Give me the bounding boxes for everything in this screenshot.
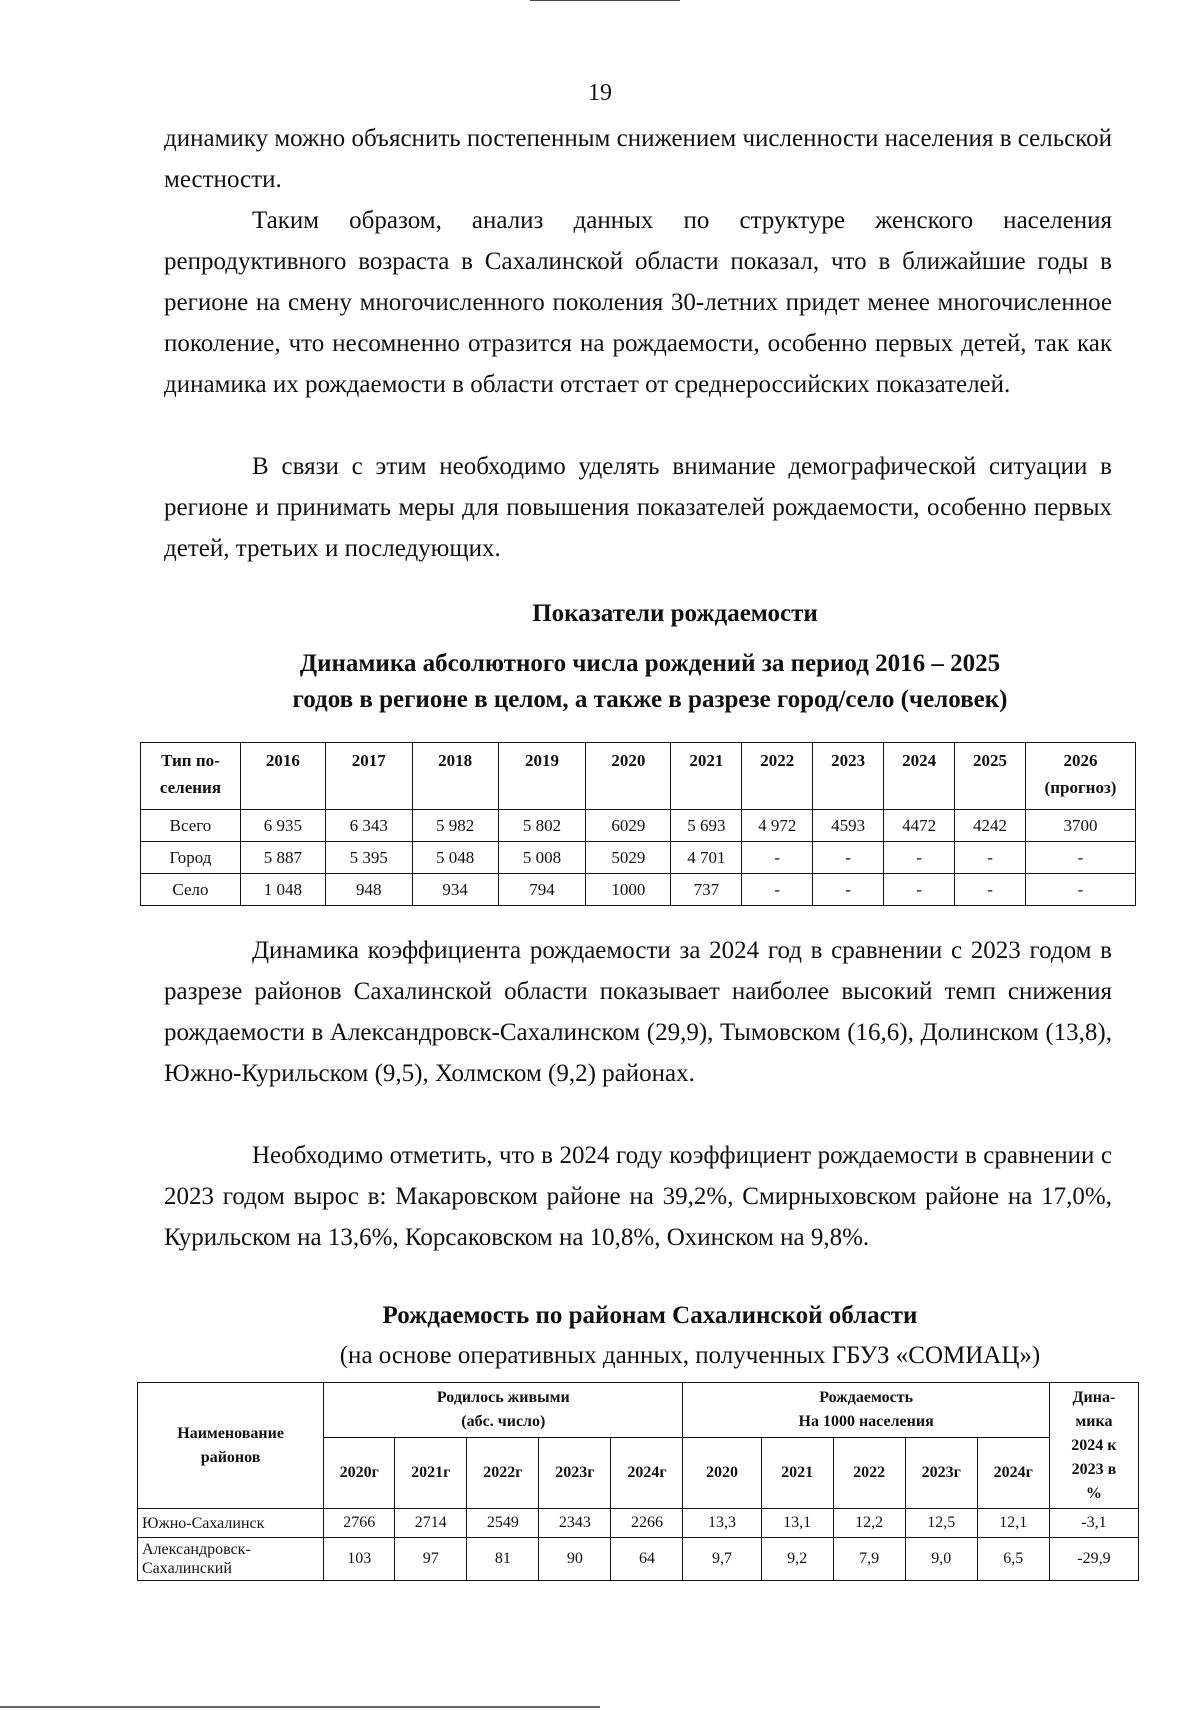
table-cell: 6,5 [977, 1538, 1049, 1581]
year-header: 2020 [683, 1438, 761, 1509]
year-header: 2021 [761, 1438, 833, 1509]
row-label: Село [141, 874, 241, 906]
table-cell: 2343 [539, 1509, 611, 1538]
table-cell: - [1025, 842, 1135, 874]
table-cell: 1 048 [240, 874, 325, 906]
type-header: Тип по- селения [141, 743, 241, 810]
table-cell: 6 343 [325, 810, 412, 842]
table-row [141, 842, 1136, 874]
table-cell: 5 802 [498, 810, 586, 842]
district-name: Александровск- Сахалинский [138, 1538, 324, 1581]
table-cell: - [955, 842, 1026, 874]
table-cell: 13,3 [683, 1509, 761, 1538]
table-cell: 2266 [611, 1509, 683, 1538]
table-cell: -3,1 [1049, 1509, 1138, 1538]
row-label: Всего [141, 810, 241, 842]
table-cell: 9,2 [761, 1538, 833, 1581]
scan-artifact-top [530, 0, 680, 1]
table-cell: 5029 [586, 842, 671, 874]
table-row [138, 1538, 1139, 1581]
table-cell: 4 701 [671, 842, 742, 874]
year-header: 2022г [467, 1438, 539, 1509]
table-cell: - [1025, 874, 1135, 906]
table-row [138, 1509, 1139, 1538]
table-cell: 5 048 [412, 842, 498, 874]
table-cell: 12,5 [905, 1509, 977, 1538]
table-cell: - [884, 842, 955, 874]
dynamics-header: Дина- мика 2024 к 2023 в % [1049, 1383, 1138, 1509]
year-header: 2021г [395, 1438, 467, 1509]
year-header: 2017 [325, 743, 412, 810]
table-cell: -29,9 [1049, 1538, 1138, 1581]
paragraph-1 [164, 118, 1112, 200]
paragraph-4 [164, 930, 1112, 1094]
year-header: 2022 [742, 743, 813, 810]
year-header: 2018 [412, 743, 498, 810]
year-header: 2016 [240, 743, 325, 810]
births-table-title [150, 646, 1150, 718]
forecast-header: 2026 (прогноз) [1025, 743, 1135, 810]
table-cell: 5 887 [240, 842, 325, 874]
born-alive-header: Родилось живыми (абс. число) [324, 1383, 683, 1438]
paragraph-3-text: В связи с этим необходимо уделять внимание демографической ситуации в регионе и принимать меры для повышения показателей рождаемости, особенно первых детей, третьих и последующих. [164, 453, 1112, 562]
birth-rate-header: Рождаемость На 1000 населения [683, 1383, 1049, 1438]
table-cell: 4242 [955, 810, 1026, 842]
table-row [141, 874, 1136, 906]
paragraph-1-text: динамику можно объяснить постепенным снижением численности населения в сельской местности. [164, 125, 1112, 193]
table-cell: 12,2 [833, 1509, 905, 1538]
table-cell: 103 [324, 1538, 395, 1581]
table-cell: - [955, 874, 1026, 906]
table-cell: 5 008 [498, 842, 586, 874]
page-number: 19 [588, 80, 612, 106]
table-cell: 6029 [586, 810, 671, 842]
year-header: 2024г [611, 1438, 683, 1509]
table-row [141, 810, 1136, 842]
table-cell: 794 [498, 874, 586, 906]
table-cell: - [742, 842, 813, 874]
district-name-header: Наименование районов [138, 1383, 324, 1509]
table-cell: 4593 [813, 810, 884, 842]
table-cell: 5 395 [325, 842, 412, 874]
table-cell: - [884, 874, 955, 906]
births-title-line1: Динамика абсолютного числа рождений за период 2016 – 2025 [299, 650, 1001, 677]
table-cell: 5 693 [671, 810, 742, 842]
table-cell: 9,0 [905, 1538, 977, 1581]
district-header-row-1 [138, 1383, 1139, 1438]
table-cell: 13,1 [761, 1509, 833, 1538]
year-header: 2023г [905, 1438, 977, 1509]
table-cell: 4 972 [742, 810, 813, 842]
table-cell: 4472 [884, 810, 955, 842]
district-table-subtitle: (на основе оперативных данных, полученных ГБУЗ «СОМИАЦ») [339, 1342, 1041, 1369]
table-cell: - [813, 874, 884, 906]
table-cell: 81 [467, 1538, 539, 1581]
table-cell: 5 982 [412, 810, 498, 842]
year-header: 2020г [324, 1438, 395, 1509]
table-cell: 2714 [395, 1509, 467, 1538]
year-header: 2020 [586, 743, 671, 810]
births-title-line2: годов в регионе в целом, а также в разрезе город/село (человек) [292, 686, 1008, 713]
table-cell: 97 [395, 1538, 467, 1581]
paragraph-4-text: Динамика коэффициента рождаемости за 2024 год в сравнении с 2023 годом в разрезе районов Сахалинской области показывает наиболее высокий темп снижения рождаемости в Александровск-Сахалинском (29,9), Тымовском (16,6), Долинском (13,8), Южно-Курильском (9,5), Холмском (9,2) районах. [164, 937, 1112, 1087]
table-cell: 3700 [1025, 810, 1135, 842]
table-cell: 1000 [586, 874, 671, 906]
scan-artifact-bottom [0, 1706, 600, 1708]
table-cell: 934 [412, 874, 498, 906]
table-cell: 90 [539, 1538, 611, 1581]
table-cell: 2766 [324, 1509, 395, 1538]
year-header: 2022 [833, 1438, 905, 1509]
district-table-title: Рождаемость по районам Сахалинской области [382, 1302, 918, 1329]
year-header: 2021 [671, 743, 742, 810]
paragraph-5-text: Необходимо отметить, что в 2024 году коэффициент рождаемости в сравнении с 2023 годом вырос в: Макаровском районе на 39,2%, Смирныховском районе на 17,0%, Курильском на 13,6%, Корсаковском на 10,8%, Охинском на 9,8%. [164, 1142, 1112, 1251]
year-header: 2025 [955, 743, 1026, 810]
table-cell: 7,9 [833, 1538, 905, 1581]
table-cell: 737 [671, 874, 742, 906]
table-cell: 2549 [467, 1509, 539, 1538]
paragraph-2 [164, 200, 1112, 405]
table-cell: - [813, 842, 884, 874]
year-header: 2019 [498, 743, 586, 810]
births-header-row [141, 743, 1136, 810]
district-name: Южно-Сахалинск [138, 1509, 324, 1538]
table-cell: 948 [325, 874, 412, 906]
paragraph-2-text: Таким образом, анализ данных по структуре женского населения репродуктивного возраста в Сахалинской области показал, что в ближайшие годы в регионе на смену многочисленного поколения 30-летних придет менее многочисленное поколение, что несомненно отразится на рождаемости, особенно первых детей, так как динамика их рождаемости в области отстает от среднероссийских показателей. [164, 207, 1112, 398]
table-cell: 64 [611, 1538, 683, 1581]
year-header: 2024г [977, 1438, 1049, 1509]
row-label: Город [141, 842, 241, 874]
births-table [140, 742, 1136, 906]
table-cell: 6 935 [240, 810, 325, 842]
section-heading: Показатели рождаемости [532, 600, 818, 627]
year-header: 2023г [539, 1438, 611, 1509]
table-cell: 9,7 [683, 1538, 761, 1581]
table-cell: - [742, 874, 813, 906]
year-header: 2024 [884, 743, 955, 810]
paragraph-3 [164, 446, 1112, 569]
district-table [137, 1382, 1139, 1581]
table-cell: 12,1 [977, 1509, 1049, 1538]
paragraph-5 [164, 1135, 1112, 1258]
year-header: 2023 [813, 743, 884, 810]
